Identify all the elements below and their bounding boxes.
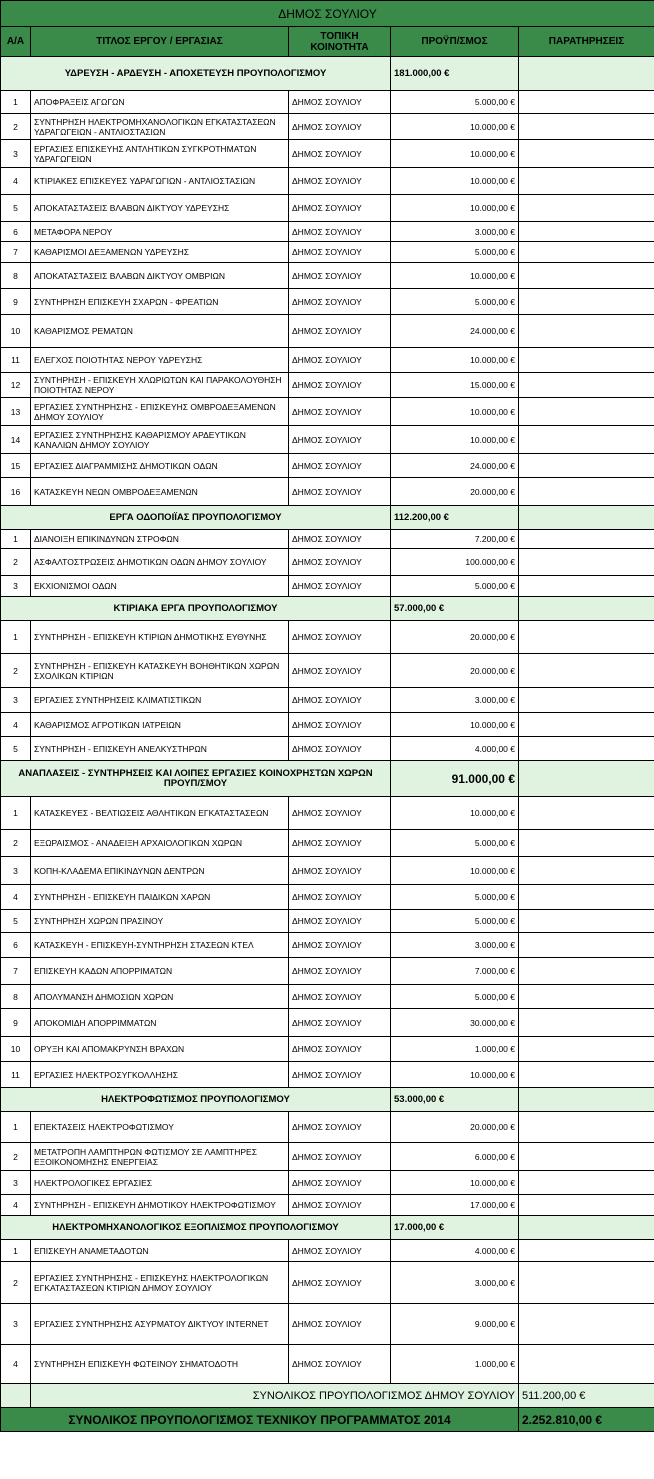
column-header-notes: ΠΑΡΑΤΗΡΗΣΕΙΣ xyxy=(519,27,654,57)
section-header-row xyxy=(1,57,654,91)
community-cell: ΔΗΜΟΣ ΣΟΥΛΙΟΥ xyxy=(289,398,391,426)
budget-cell: 3.000,00 € xyxy=(391,933,519,958)
project-title: ΕΡΓΑΣΙΕΣ ΣΥΝΤΗΡΗΣΗΣ - ΕΠΙΣΚΕΥΗΣ ΟΜΒΡΟΔΕΞΑΜΕΝΩΝ ΔΗΜΟΥ ΣΟΥΛΙΟΥ xyxy=(31,398,289,426)
notes-cell xyxy=(519,373,654,398)
row-number: 3 xyxy=(1,1171,31,1195)
notes-cell xyxy=(519,797,654,830)
column-header-title: ΤΙΤΛΟΣ ΕΡΓΟΥ / ΕΡΓΑΣΙΑΣ xyxy=(31,27,289,57)
table-row xyxy=(1,195,654,222)
notes-cell xyxy=(519,348,654,373)
project-title: ΣΥΝΤΗΡΗΣΗ - ΕΠΙΣΚΕΥΗ ΚΤΙΡΙΩΝ ΔΗΜΟΤΙΚΗΣ ΕΥΘΥΝΗΣ xyxy=(31,621,289,654)
table-row xyxy=(1,168,654,195)
table-row xyxy=(1,737,654,761)
row-number: 6 xyxy=(1,933,31,958)
row-number: 3 xyxy=(1,1304,31,1345)
table-row xyxy=(1,140,654,168)
section-notes-cell xyxy=(519,57,654,91)
budget-cell: 5.000,00 € xyxy=(391,242,519,263)
budget-cell: 5.000,00 € xyxy=(391,830,519,857)
table-row xyxy=(1,985,654,1009)
row-number: 2 xyxy=(1,1143,31,1171)
project-title: ΑΠΟΛΥΜΑΝΣΗ ΔΗΜΟΣΙΩΝ ΧΩΡΩΝ xyxy=(31,985,289,1009)
row-number: 1 xyxy=(1,91,31,114)
section-notes-cell xyxy=(519,1088,654,1112)
program-total-value: 2.252.810,00 € xyxy=(519,1408,654,1432)
community-cell: ΔΗΜΟΣ ΣΟΥΛΙΟΥ xyxy=(289,1304,391,1345)
project-title: ΑΠΟΚΑΤΑΣΤΑΣΕΙΣ ΒΛΑΒΩΝ ΔΙΚΤΥΟΥ ΟΜΒΡΙΩΝ xyxy=(31,263,289,289)
community-cell: ΔΗΜΟΣ ΣΟΥΛΙΟΥ xyxy=(289,91,391,114)
table-row xyxy=(1,454,654,478)
row-number: 13 xyxy=(1,398,31,426)
row-number: 7 xyxy=(1,242,31,263)
notes-cell xyxy=(519,1062,654,1088)
table-row xyxy=(1,373,654,398)
project-title: ΕΡΓΑΣΙΕΣ ΣΥΝΤΗΡΗΣΗΣ ΚΑΘΑΡΙΣΜΟΥ ΑΡΔΕΥΤΙΚΩΝ ΚΑΝΑΛΙΩΝ ΔΗΜΟΥ ΣΟΥΛΙΟΥ xyxy=(31,426,289,454)
table-row xyxy=(1,478,654,506)
project-title: ΜΕΤΑΤΡΟΠΗ ΛΑΜΠΤΗΡΩΝ ΦΩΤΙΣΜΟΥ ΣΕ ΛΑΜΠΤΗΡΕΣ ΕΞΟΙΚΟΝΟΜΗΣΗΣ ΕΝΕΡΓΕΙΑΣ xyxy=(31,1143,289,1171)
section-notes-cell xyxy=(519,506,654,530)
community-cell: ΔΗΜΟΣ ΣΟΥΛΙΟΥ xyxy=(289,713,391,737)
notes-cell xyxy=(519,1345,654,1384)
budget-cell: 5.000,00 € xyxy=(391,91,519,114)
table-row xyxy=(1,688,654,713)
community-cell: ΔΗΜΟΣ ΣΟΥΛΙΟΥ xyxy=(289,830,391,857)
community-cell: ΔΗΜΟΣ ΣΟΥΛΙΟΥ xyxy=(289,348,391,373)
project-title: ΕΚΧΙΟΝΙΣΜΟΙ ΟΔΩΝ xyxy=(31,576,289,597)
table-row xyxy=(1,1304,654,1345)
budget-cell: 10.000,00 € xyxy=(391,348,519,373)
budget-cell: 3.000,00 € xyxy=(391,1262,519,1304)
community-cell: ΔΗΜΟΣ ΣΟΥΛΙΟΥ xyxy=(289,1062,391,1088)
section-label: ΕΡΓΑ ΟΔΟΠΟΙΪΑΣ ΠΡΟΥΠΟΛΟΓΙΣΜΟΥ xyxy=(1,506,391,530)
project-title: ΕΡΓΑΣΙΕΣ ΗΛΕΚΤΡΟΣΥΓΚΟΛΛΗΣΗΣ xyxy=(31,1062,289,1088)
community-cell: ΔΗΜΟΣ ΣΟΥΛΙΟΥ xyxy=(289,933,391,958)
table-row xyxy=(1,1262,654,1304)
table-row xyxy=(1,289,654,315)
notes-cell xyxy=(519,530,654,549)
section-amount: 91.000,00 € xyxy=(391,761,519,797)
community-cell: ΔΗΜΟΣ ΣΟΥΛΙΟΥ xyxy=(289,1240,391,1262)
section-label: ΚΤΙΡΙΑΚΑ ΕΡΓΑ ΠΡΟΥΠΟΛΟΓΙΣΜΟΥ xyxy=(1,597,391,621)
row-number: 8 xyxy=(1,263,31,289)
community-cell: ΔΗΜΟΣ ΣΟΥΛΙΟΥ xyxy=(289,1009,391,1037)
notes-cell xyxy=(519,289,654,315)
table-row xyxy=(1,621,654,654)
community-cell: ΔΗΜΟΣ ΣΟΥΛΙΟΥ xyxy=(289,242,391,263)
community-cell: ΔΗΜΟΣ ΣΟΥΛΙΟΥ xyxy=(289,737,391,761)
community-cell: ΔΗΜΟΣ ΣΟΥΛΙΟΥ xyxy=(289,289,391,315)
community-cell: ΔΗΜΟΣ ΣΟΥΛΙΟΥ xyxy=(289,985,391,1009)
row-number: 6 xyxy=(1,222,31,242)
row-number: 3 xyxy=(1,688,31,713)
table-row xyxy=(1,91,654,114)
budget-cell: 10.000,00 € xyxy=(391,114,519,140)
notes-cell xyxy=(519,195,654,222)
section-label: ΑΝΑΠΛΑΣΕΙΣ - ΣΥΝΤΗΡΗΣΕΙΣ ΚΑΙ ΛΟΙΠΕΣ ΕΡΓΑΣΙΕΣ ΚΟΙΝΟΧΡΗΣΤΩΝ ΧΩΡΩΝ ΠΡΟΥΠ/ΣΜΟΥ xyxy=(1,761,391,797)
budget-cell: 15.000,00 € xyxy=(391,373,519,398)
community-cell: ΔΗΜΟΣ ΣΟΥΛΙΟΥ xyxy=(289,958,391,985)
table-row xyxy=(1,348,654,373)
notes-cell xyxy=(519,1171,654,1195)
row-number: 3 xyxy=(1,857,31,885)
column-header-community: ΤΟΠΙΚΗ ΚΟΙΝΟΤΗΤΑ xyxy=(289,27,391,57)
project-title: ΚΑΤΑΣΚΕΥΗ - ΕΠΙΣΚΕΥΗ-ΣΥΝΤΗΡΗΣΗ ΣΤΑΣΕΩΝ ΚΤΕΛ xyxy=(31,933,289,958)
budget-cell: 20.000,00 € xyxy=(391,621,519,654)
project-title: ΕΡΓΑΣΙΕΣ ΕΠΙΣΚΕΥΗΣ ΑΝΤΛΗΤΙΚΩΝ ΣΥΓΚΡΟΤΗΜΑΤΩΝ ΥΔΡΑΓΩΓΕΙΩΝ xyxy=(31,140,289,168)
project-title: ΕΞΩΡΑΙΣΜΟΣ - ΑΝΑΔΕΙΞΗ ΑΡΧΑΙΟΛΟΓΙΚΩΝ ΧΩΡΩΝ xyxy=(31,830,289,857)
community-cell: ΔΗΜΟΣ ΣΟΥΛΙΟΥ xyxy=(289,373,391,398)
notes-cell xyxy=(519,398,654,426)
table-row xyxy=(1,315,654,348)
budget-cell: 5.000,00 € xyxy=(391,289,519,315)
notes-cell xyxy=(519,1240,654,1262)
notes-cell xyxy=(519,958,654,985)
program-total-label: ΣΥΝΟΛΙΚΟΣ ΠΡΟΥΠΟΛΟΓΙΣΜΟΣ ΤΕΧΝΙΚΟΥ ΠΡΟΓΡΑΜΜΑΤΟΣ 2014 xyxy=(1,1408,519,1432)
community-cell: ΔΗΜΟΣ ΣΟΥΛΙΟΥ xyxy=(289,654,391,688)
section-header-row xyxy=(1,506,654,530)
notes-cell xyxy=(519,91,654,114)
column-header-row xyxy=(1,27,654,57)
community-cell: ΔΗΜΟΣ ΣΟΥΛΙΟΥ xyxy=(289,426,391,454)
table-row xyxy=(1,114,654,140)
budget-cell: 24.000,00 € xyxy=(391,315,519,348)
community-cell: ΔΗΜΟΣ ΣΟΥΛΙΟΥ xyxy=(289,688,391,713)
notes-cell xyxy=(519,933,654,958)
notes-cell xyxy=(519,885,654,910)
community-cell: ΔΗΜΟΣ ΣΟΥΛΙΟΥ xyxy=(289,263,391,289)
row-number: 2 xyxy=(1,549,31,576)
community-cell: ΔΗΜΟΣ ΣΟΥΛΙΟΥ xyxy=(289,1143,391,1171)
community-cell: ΔΗΜΟΣ ΣΟΥΛΙΟΥ xyxy=(289,168,391,195)
project-title: ΑΠΟΚΑΤΑΣΤΑΣΕΙΣ ΒΛΑΒΩΝ ΔΙΚΤΥΟΥ ΥΔΡΕΥΣΗΣ xyxy=(31,195,289,222)
table-row xyxy=(1,263,654,289)
row-number: 2 xyxy=(1,830,31,857)
budget-cell: 10.000,00 € xyxy=(391,398,519,426)
budget-cell: 9.000,00 € xyxy=(391,1304,519,1345)
community-cell: ΔΗΜΟΣ ΣΟΥΛΙΟΥ xyxy=(289,576,391,597)
budget-cell: 20.000,00 € xyxy=(391,654,519,688)
budget-cell: 10.000,00 € xyxy=(391,426,519,454)
table-row xyxy=(1,1345,654,1384)
table-row xyxy=(1,885,654,910)
table-row xyxy=(1,1240,654,1262)
table-row xyxy=(1,713,654,737)
budget-cell: 100.000,00 € xyxy=(391,549,519,576)
budget-cell: 1.000,00 € xyxy=(391,1345,519,1384)
budget-cell: 10.000,00 € xyxy=(391,263,519,289)
total-spacer xyxy=(1,1384,31,1408)
section-amount: 17.000,00 € xyxy=(391,1216,519,1240)
community-cell: ΔΗΜΟΣ ΣΟΥΛΙΟΥ xyxy=(289,1195,391,1216)
community-cell: ΔΗΜΟΣ ΣΟΥΛΙΟΥ xyxy=(289,1345,391,1384)
row-number: 3 xyxy=(1,576,31,597)
row-number: 5 xyxy=(1,195,31,222)
project-title: ΚΑΘΑΡΙΣΜΟΣ ΑΓΡΟΤΙΚΩΝ ΙΑΤΡΕΙΩΝ xyxy=(31,713,289,737)
budget-cell: 3.000,00 € xyxy=(391,688,519,713)
notes-cell xyxy=(519,1009,654,1037)
notes-cell xyxy=(519,263,654,289)
table-row xyxy=(1,1112,654,1143)
notes-cell xyxy=(519,688,654,713)
project-title: ΣΥΝΤΗΡΗΣΗ ΧΩΡΩΝ ΠΡΑΣΙΝΟΥ xyxy=(31,910,289,933)
community-cell: ΔΗΜΟΣ ΣΟΥΛΙΟΥ xyxy=(289,114,391,140)
section-label: ΗΛΕΚΤΡΟΜΗΧΑΝΟΛΟΓΙΚΟΣ ΕΞΟΠΛΙΣΜΟΣ ΠΡΟΥΠΟΛΟΓΙΣΜΟΥ xyxy=(1,1216,391,1240)
notes-cell xyxy=(519,114,654,140)
section-label: ΗΛΕΚΤΡΟΦΩΤΙΣΜΟΣ ΠΡΟΥΠΟΛΟΓΙΣΜΟΥ xyxy=(1,1088,391,1112)
notes-cell xyxy=(519,1112,654,1143)
project-title: ΜΕΤΑΦΟΡΑ ΝΕΡΟΥ xyxy=(31,222,289,242)
row-number: 5 xyxy=(1,737,31,761)
notes-cell xyxy=(519,549,654,576)
community-cell: ΔΗΜΟΣ ΣΟΥΛΙΟΥ xyxy=(289,549,391,576)
row-number: 14 xyxy=(1,426,31,454)
community-cell: ΔΗΜΟΣ ΣΟΥΛΙΟΥ xyxy=(289,857,391,885)
project-title: ΚΑΤΑΣΚΕΥΕΣ - ΒΕΛΤΙΩΣΕΙΣ ΑΘΛΗΤΙΚΩΝ ΕΓΚΑΤΑΣΤΑΣΕΩΝ xyxy=(31,797,289,830)
table-row xyxy=(1,549,654,576)
community-cell: ΔΗΜΟΣ ΣΟΥΛΙΟΥ xyxy=(289,195,391,222)
section-amount: 53.000,00 € xyxy=(391,1088,519,1112)
budget-cell: 17.000,00 € xyxy=(391,1195,519,1216)
budget-cell: 10.000,00 € xyxy=(391,168,519,195)
row-number: 7 xyxy=(1,958,31,985)
budget-cell: 10.000,00 € xyxy=(391,797,519,830)
budget-cell: 10.000,00 € xyxy=(391,140,519,168)
table-row xyxy=(1,1143,654,1171)
project-title: ΕΡΓΑΣΙΕΣ ΔΙΑΓΡΑΜΜΙΣΗΣ ΔΗΜΟΤΙΚΩΝ ΟΔΩΝ xyxy=(31,454,289,478)
row-number: 2 xyxy=(1,654,31,688)
title-row xyxy=(1,1,654,27)
project-title: ΑΠΟΦΡΑΞΕΙΣ ΑΓΩΓΩΝ xyxy=(31,91,289,114)
notes-cell xyxy=(519,1143,654,1171)
notes-cell xyxy=(519,222,654,242)
budget-cell: 7.200,00 € xyxy=(391,530,519,549)
notes-cell xyxy=(519,737,654,761)
table-row xyxy=(1,1062,654,1088)
row-number: 9 xyxy=(1,289,31,315)
project-title: ΣΥΝΤΗΡΗΣΗ - ΕΠΙΣΚΕΥΗ ΠΑΙΔΙΚΩΝ ΧΑΡΩΝ xyxy=(31,885,289,910)
row-number: 1 xyxy=(1,1112,31,1143)
notes-cell xyxy=(519,168,654,195)
row-number: 1 xyxy=(1,621,31,654)
budget-cell: 6.000,00 € xyxy=(391,1143,519,1171)
project-title: ΣΥΝΤΗΡΗΣΗ - ΕΠΙΣΚΕΥΗ ΚΑΤΑΣΚΕΥΗ ΒΟΗΘΗΤΙΚΩΝ ΧΩΡΩΝ ΣΧΟΛΙΚΩΝ ΚΤΙΡΙΩΝ xyxy=(31,654,289,688)
community-cell: ΔΗΜΟΣ ΣΟΥΛΙΟΥ xyxy=(289,1037,391,1062)
budget-cell: 3.000,00 € xyxy=(391,222,519,242)
column-header-aa: Α/Α xyxy=(1,27,31,57)
notes-cell xyxy=(519,1262,654,1304)
table-row xyxy=(1,398,654,426)
community-cell: ΔΗΜΟΣ ΣΟΥΛΙΟΥ xyxy=(289,478,391,506)
notes-cell xyxy=(519,242,654,263)
row-number: 9 xyxy=(1,1009,31,1037)
budget-cell: 5.000,00 € xyxy=(391,985,519,1009)
table-row xyxy=(1,1009,654,1037)
table-row xyxy=(1,830,654,857)
project-title: ΚΑΘΑΡΙΣΜΟΙ ΔΕΞΑΜΕΝΩΝ ΥΔΡΕΥΣΗΣ xyxy=(31,242,289,263)
community-cell: ΔΗΜΟΣ ΣΟΥΛΙΟΥ xyxy=(289,885,391,910)
notes-cell xyxy=(519,654,654,688)
table-row xyxy=(1,222,654,242)
project-title: ΚΤΙΡΙΑΚΕΣ ΕΠΙΣΚΕΥΕΣ ΥΔΡΑΓΩΓΙΩΝ - ΑΝΤΛΙΟΣΤΑΣΙΩΝ xyxy=(31,168,289,195)
project-title: ΣΥΝΤΗΡΗΣΗ ΕΠΙΣΚΕΥΗ ΦΩΤΕΙΝΟΥ ΣΗΜΑΤΟΔΟΤΗ xyxy=(31,1345,289,1384)
community-cell: ΔΗΜΟΣ ΣΟΥΛΙΟΥ xyxy=(289,621,391,654)
project-title: ΣΥΝΤΗΡΗΣΗ ΗΛΕΚΤΡΟΜΗΧΑΝΟΛΟΓΙΚΩΝ ΕΓΚΑΤΑΣΤΑΣΕΩΝ ΥΔΡΑΓΩΓΕΙΩΝ - ΑΝΤΛΙΟΣΤΑΣΙΩΝ xyxy=(31,114,289,140)
project-title: ΔΙΑΝΟΙΞΗ ΕΠΙΚΙΝΔΥΝΩΝ ΣΤΡΟΦΩΝ xyxy=(31,530,289,549)
section-header-row xyxy=(1,597,654,621)
notes-cell xyxy=(519,478,654,506)
community-cell: ΔΗΜΟΣ ΣΟΥΛΙΟΥ xyxy=(289,1262,391,1304)
row-number: 4 xyxy=(1,168,31,195)
notes-cell xyxy=(519,315,654,348)
community-cell: ΔΗΜΟΣ ΣΟΥΛΙΟΥ xyxy=(289,910,391,933)
project-title: ΕΡΓΑΣΙΕΣ ΣΥΝΤΗΡΗΣΗΣ ΑΣΥΡΜΑΤΟΥ ΔΙΚΤΥΟΥ INTERNET xyxy=(31,1304,289,1345)
project-title: ΚΟΠΗ-ΚΛΑΔΕΜΑ ΕΠΙΚΙΝΔΥΝΩΝ ΔΕΝΤΡΩΝ xyxy=(31,857,289,885)
table-row xyxy=(1,1171,654,1195)
notes-cell xyxy=(519,1037,654,1062)
municipal-total-row xyxy=(1,1384,654,1408)
municipal-total-value: 511.200,00 € xyxy=(519,1384,654,1408)
table-row xyxy=(1,426,654,454)
project-title: ΚΑΘΑΡΙΣΜΟΣ ΡΕΜΑΤΩΝ xyxy=(31,315,289,348)
section-header-row xyxy=(1,761,654,797)
notes-cell xyxy=(519,910,654,933)
row-number: 4 xyxy=(1,713,31,737)
row-number: 5 xyxy=(1,910,31,933)
section-notes-cell xyxy=(519,597,654,621)
table-row xyxy=(1,576,654,597)
community-cell: ΔΗΜΟΣ ΣΟΥΛΙΟΥ xyxy=(289,140,391,168)
budget-cell: 30.000,00 € xyxy=(391,1009,519,1037)
notes-cell xyxy=(519,713,654,737)
row-number: 4 xyxy=(1,885,31,910)
row-number: 1 xyxy=(1,1240,31,1262)
notes-cell xyxy=(519,576,654,597)
table-row xyxy=(1,1195,654,1216)
row-number: 12 xyxy=(1,373,31,398)
budget-cell: 10.000,00 € xyxy=(391,195,519,222)
budget-cell: 4.000,00 € xyxy=(391,1240,519,1262)
notes-cell xyxy=(519,621,654,654)
project-title: ΑΠΟΚΟΜΙΔΗ ΑΠΟΡΡΙΜΜΑΤΩΝ xyxy=(31,1009,289,1037)
table-row xyxy=(1,242,654,263)
project-title: ΗΛΕΚΤΡΟΛΟΓΙΚΕΣ ΕΡΓΑΣΙΕΣ xyxy=(31,1171,289,1195)
community-cell: ΔΗΜΟΣ ΣΟΥΛΙΟΥ xyxy=(289,315,391,348)
section-notes-cell xyxy=(519,1216,654,1240)
budget-cell: 10.000,00 € xyxy=(391,857,519,885)
community-cell: ΔΗΜΟΣ ΣΟΥΛΙΟΥ xyxy=(289,222,391,242)
budget-cell: 10.000,00 € xyxy=(391,1062,519,1088)
notes-cell xyxy=(519,1195,654,1216)
project-title: ΟΡΥΞΗ ΚΑΙ ΑΠΟΜΑΚΡΥΝΣΗ ΒΡΑΧΩΝ xyxy=(31,1037,289,1062)
project-title: ΕΛΕΓΧΟΣ ΠΟΙΟΤΗΤΑΣ ΝΕΡΟΥ ΥΔΡΕΥΣΗΣ xyxy=(31,348,289,373)
project-title: ΕΠΕΚΤΑΣΕΙΣ ΗΛΕΚΤΡΟΦΩΤΙΣΜΟΥ xyxy=(31,1112,289,1143)
row-number: 16 xyxy=(1,478,31,506)
row-number: 15 xyxy=(1,454,31,478)
table-row xyxy=(1,654,654,688)
section-amount: 57.000,00 € xyxy=(391,597,519,621)
table-row xyxy=(1,530,654,549)
row-number: 1 xyxy=(1,530,31,549)
table-row xyxy=(1,857,654,885)
project-title: ΕΡΓΑΣΙΕΣ ΣΥΝΤΗΡΗΣΕΙΣ ΚΛΙΜΑΤΙΣΤΙΚΩΝ xyxy=(31,688,289,713)
community-cell: ΔΗΜΟΣ ΣΟΥΛΙΟΥ xyxy=(289,797,391,830)
community-cell: ΔΗΜΟΣ ΣΟΥΛΙΟΥ xyxy=(289,1171,391,1195)
program-total-row xyxy=(1,1408,654,1432)
row-number: 2 xyxy=(1,114,31,140)
row-number: 8 xyxy=(1,985,31,1009)
section-amount: 181.000,00 € xyxy=(391,57,519,91)
notes-cell xyxy=(519,426,654,454)
budget-cell: 24.000,00 € xyxy=(391,454,519,478)
budget-cell: 5.000,00 € xyxy=(391,885,519,910)
row-number: 10 xyxy=(1,1037,31,1062)
budget-cell: 1.000,00 € xyxy=(391,1037,519,1062)
project-title: ΕΠΙΣΚΕΥΗ ΚΑΔΩΝ ΑΠΟΡΡΙΜΑΤΩΝ xyxy=(31,958,289,985)
budget-cell: 7.000,00 € xyxy=(391,958,519,985)
section-notes-cell xyxy=(519,761,654,797)
budget-cell: 4.000,00 € xyxy=(391,737,519,761)
column-header-budget: ΠΡΟΫΠ/ΣΜΟΣ xyxy=(391,27,519,57)
row-number: 10 xyxy=(1,315,31,348)
project-title: ΚΑΤΑΣΚΕΥΗ ΝΕΩΝ ΟΜΒΡΟΔΕΞΑΜΕΝΩΝ xyxy=(31,478,289,506)
project-title: ΣΥΝΤΗΡΗΣΗ - ΕΠΙΣΚΕΥΗ ΧΛΩΡΙΩΤΩΝ ΚΑΙ ΠΑΡΑΚΟΛΟΥΘΗΣΗ ΠΟΙΟΤΗΤΑΣ ΝΕΡΟΥ xyxy=(31,373,289,398)
budget-cell: 20.000,00 € xyxy=(391,1112,519,1143)
notes-cell xyxy=(519,454,654,478)
table-row xyxy=(1,910,654,933)
row-number: 2 xyxy=(1,1262,31,1304)
table-row xyxy=(1,797,654,830)
project-title: ΣΥΝΤΗΡΗΣΗ - ΕΠΙΣΚΕΥΗ ΑΝΕΛΚΥΣΤΗΡΩΝ xyxy=(31,737,289,761)
project-title: ΕΡΓΑΣΙΕΣ ΣΥΝΤΗΡΗΣΗΣ - ΕΠΙΣΚΕΥΗΣ ΗΛΕΚΤΡΟΛΟΓΙΚΩΝ ΕΓΚΑΤΑΣΤΑΣΕΩΝ ΚΤΙΡΙΩΝ ΔΗΜΟΥ ΣΟΥΛΙΟΥ xyxy=(31,1262,289,1304)
row-number: 1 xyxy=(1,797,31,830)
table-row xyxy=(1,958,654,985)
notes-cell xyxy=(519,985,654,1009)
document-title: ΔΗΜΟΣ ΣΟΥΛΙΟΥ xyxy=(1,1,654,27)
notes-cell xyxy=(519,830,654,857)
table-row xyxy=(1,933,654,958)
project-title: ΕΠΙΣΚΕΥΗ ΑΝΑΜΕΤΑΔΟΤΩΝ xyxy=(31,1240,289,1262)
municipal-total-label: ΣΥΝΟΛΙΚΟΣ ΠΡΟΥΠΟΛΟΓΙΣΜΟΣ ΔΗΜΟΥ ΣΟΥΛΙΟΥ xyxy=(31,1384,519,1408)
notes-cell xyxy=(519,140,654,168)
community-cell: ΔΗΜΟΣ ΣΟΥΛΙΟΥ xyxy=(289,530,391,549)
budget-cell: 5.000,00 € xyxy=(391,910,519,933)
row-number: 11 xyxy=(1,1062,31,1088)
section-label: ΥΔΡΕΥΣΗ - ΑΡΔΕΥΣΗ - ΑΠΟΧΕΤΕΥΣΗ ΠΡΟΥΠΟΛΟΓΙΣΜΟΥ xyxy=(1,57,391,91)
row-number: 11 xyxy=(1,348,31,373)
budget-cell: 20.000,00 € xyxy=(391,478,519,506)
notes-cell xyxy=(519,1304,654,1345)
community-cell: ΔΗΜΟΣ ΣΟΥΛΙΟΥ xyxy=(289,454,391,478)
budget-cell: 10.000,00 € xyxy=(391,713,519,737)
notes-cell xyxy=(519,857,654,885)
budget-cell: 5.000,00 € xyxy=(391,576,519,597)
table-row xyxy=(1,1037,654,1062)
project-title: ΣΥΝΤΗΡΗΣΗ ΕΠΙΣΚΕΥΗ ΣΧΑΡΩΝ - ΦΡΕΑΤΙΩΝ xyxy=(31,289,289,315)
row-number: 3 xyxy=(1,140,31,168)
section-amount: 112.200,00 € xyxy=(391,506,519,530)
row-number: 4 xyxy=(1,1195,31,1216)
project-title: ΣΥΝΤΗΡΗΣΗ - ΕΠΙΣΚΕΥΗ ΔΗΜΟΤΙΚΟΥ ΗΛΕΚΤΡΟΦΩΤΙΣΜΟΥ xyxy=(31,1195,289,1216)
section-header-row xyxy=(1,1088,654,1112)
community-cell: ΔΗΜΟΣ ΣΟΥΛΙΟΥ xyxy=(289,1112,391,1143)
project-title: ΑΣΦΑΛΤΟΣΤΡΩΣΕΙΣ ΔΗΜΟΤΙΚΩΝ ΟΔΩΝ ΔΗΜΟΥ ΣΟΥΛΙΟΥ xyxy=(31,549,289,576)
row-number: 4 xyxy=(1,1345,31,1384)
section-header-row xyxy=(1,1216,654,1240)
budget-cell: 10.000,00 € xyxy=(391,1171,519,1195)
